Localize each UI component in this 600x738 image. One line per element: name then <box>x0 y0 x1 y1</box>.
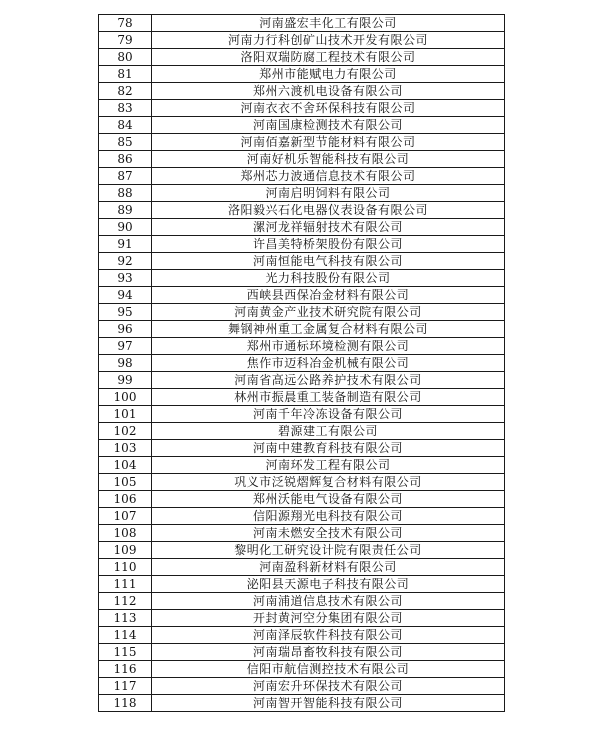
company-name-cell: 河南千年冷冻设备有限公司 <box>152 406 505 423</box>
company-name-cell: 林州市振晨重工装备制造有限公司 <box>152 389 505 406</box>
row-number-cell: 86 <box>99 151 152 168</box>
table-row <box>99 304 505 321</box>
row-number-cell: 85 <box>99 134 152 151</box>
table-row <box>99 117 505 134</box>
company-name-cell: 河南泽辰软件科技有限公司 <box>152 627 505 644</box>
row-number-cell: 100 <box>99 389 152 406</box>
row-number-cell: 101 <box>99 406 152 423</box>
table-row <box>99 610 505 627</box>
row-number-cell: 96 <box>99 321 152 338</box>
company-name-cell: 河南盈科新材料有限公司 <box>152 559 505 576</box>
company-name-cell: 西峡县西保冶金材料有限公司 <box>152 287 505 304</box>
company-name-cell: 河南中建教育科技有限公司 <box>152 440 505 457</box>
table-row <box>99 219 505 236</box>
row-number-cell: 116 <box>99 661 152 678</box>
table-row <box>99 525 505 542</box>
row-number-cell: 90 <box>99 219 152 236</box>
table-row <box>99 270 505 287</box>
company-name-cell: 河南瑞昂畜牧科技有限公司 <box>152 644 505 661</box>
company-list-body <box>99 15 505 712</box>
company-name-cell: 舞钢神州重工金属复合材料有限公司 <box>152 321 505 338</box>
company-name-cell: 泌阳县天源电子科技有限公司 <box>152 576 505 593</box>
company-name-cell: 漯河龙祥辐射技术有限公司 <box>152 219 505 236</box>
table-row <box>99 474 505 491</box>
company-name-cell: 河南国康检测技术有限公司 <box>152 117 505 134</box>
company-name-cell: 黎明化工研究设计院有限责任公司 <box>152 542 505 559</box>
company-name-cell: 郑州市通标环境检测有限公司 <box>152 338 505 355</box>
table-row <box>99 593 505 610</box>
table-row <box>99 355 505 372</box>
row-number-cell: 93 <box>99 270 152 287</box>
table-row <box>99 100 505 117</box>
row-number-cell: 103 <box>99 440 152 457</box>
company-name-cell: 巩义市泛锐熠辉复合材料有限公司 <box>152 474 505 491</box>
row-number-cell: 108 <box>99 525 152 542</box>
company-name-cell: 河南恒能电气科技有限公司 <box>152 253 505 270</box>
row-number-cell: 84 <box>99 117 152 134</box>
row-number-cell: 83 <box>99 100 152 117</box>
table-row <box>99 627 505 644</box>
company-name-cell: 河南好机乐智能科技有限公司 <box>152 151 505 168</box>
row-number-cell: 87 <box>99 168 152 185</box>
company-name-cell: 焦作市迈科冶金机械有限公司 <box>152 355 505 372</box>
table-row <box>99 49 505 66</box>
table-row <box>99 32 505 49</box>
table-row <box>99 151 505 168</box>
company-name-cell: 洛阳双瑞防腐工程技术有限公司 <box>152 49 505 66</box>
table-row <box>99 559 505 576</box>
row-number-cell: 106 <box>99 491 152 508</box>
row-number-cell: 94 <box>99 287 152 304</box>
row-number-cell: 79 <box>99 32 152 49</box>
row-number-cell: 99 <box>99 372 152 389</box>
company-name-cell: 河南智开智能科技有限公司 <box>152 695 505 712</box>
row-number-cell: 113 <box>99 610 152 627</box>
table-row <box>99 508 505 525</box>
table-row <box>99 185 505 202</box>
company-name-cell: 许昌美特桥架股份有限公司 <box>152 236 505 253</box>
company-name-cell: 河南省高远公路养护技术有限公司 <box>152 372 505 389</box>
company-list-table <box>98 14 505 712</box>
row-number-cell: 112 <box>99 593 152 610</box>
company-name-cell: 信阳市航信测控技术有限公司 <box>152 661 505 678</box>
company-name-cell: 洛阳毅兴石化电器仪表设备有限公司 <box>152 202 505 219</box>
row-number-cell: 82 <box>99 83 152 100</box>
company-name-cell: 郑州六渡机电设备有限公司 <box>152 83 505 100</box>
row-number-cell: 78 <box>99 15 152 32</box>
table-row <box>99 644 505 661</box>
row-number-cell: 102 <box>99 423 152 440</box>
company-name-cell: 河南未燃安全技术有限公司 <box>152 525 505 542</box>
table-row <box>99 287 505 304</box>
company-name-cell: 河南启明饲料有限公司 <box>152 185 505 202</box>
table-row <box>99 83 505 100</box>
row-number-cell: 110 <box>99 559 152 576</box>
company-name-cell: 郑州市能赋电力有限公司 <box>152 66 505 83</box>
table-row <box>99 661 505 678</box>
row-number-cell: 98 <box>99 355 152 372</box>
table-row <box>99 678 505 695</box>
table-row <box>99 15 505 32</box>
company-name-cell: 碧源建工有限公司 <box>152 423 505 440</box>
row-number-cell: 92 <box>99 253 152 270</box>
company-name-cell: 河南宏升环保技术有限公司 <box>152 678 505 695</box>
row-number-cell: 104 <box>99 457 152 474</box>
table-row <box>99 66 505 83</box>
table-row <box>99 695 505 712</box>
company-name-cell: 河南盛宏丰化工有限公司 <box>152 15 505 32</box>
row-number-cell: 115 <box>99 644 152 661</box>
table-row <box>99 440 505 457</box>
table-row <box>99 389 505 406</box>
row-number-cell: 114 <box>99 627 152 644</box>
row-number-cell: 91 <box>99 236 152 253</box>
company-name-cell: 河南衣衣不舍环保科技有限公司 <box>152 100 505 117</box>
table-row <box>99 423 505 440</box>
table-row <box>99 491 505 508</box>
company-name-cell: 河南黄金产业技术研究院有限公司 <box>152 304 505 321</box>
row-number-cell: 109 <box>99 542 152 559</box>
table-row <box>99 321 505 338</box>
table-row <box>99 168 505 185</box>
table-row <box>99 338 505 355</box>
company-name-cell: 郑州芯力波通信息技术有限公司 <box>152 168 505 185</box>
company-name-cell: 河南力行科创矿山技术开发有限公司 <box>152 32 505 49</box>
company-name-cell: 郑州沃能电气设备有限公司 <box>152 491 505 508</box>
company-name-cell: 河南环发工程有限公司 <box>152 457 505 474</box>
table-row <box>99 372 505 389</box>
table-row <box>99 202 505 219</box>
table-row <box>99 576 505 593</box>
row-number-cell: 80 <box>99 49 152 66</box>
table-row <box>99 457 505 474</box>
table-row <box>99 236 505 253</box>
row-number-cell: 95 <box>99 304 152 321</box>
row-number-cell: 88 <box>99 185 152 202</box>
company-name-cell: 河南佰嘉新型节能材料有限公司 <box>152 134 505 151</box>
row-number-cell: 97 <box>99 338 152 355</box>
row-number-cell: 117 <box>99 678 152 695</box>
table-row <box>99 253 505 270</box>
company-name-cell: 光力科技股份有限公司 <box>152 270 505 287</box>
company-name-cell: 信阳源翔光电科技有限公司 <box>152 508 505 525</box>
row-number-cell: 111 <box>99 576 152 593</box>
row-number-cell: 118 <box>99 695 152 712</box>
company-name-cell: 开封黄河空分集团有限公司 <box>152 610 505 627</box>
table-row <box>99 134 505 151</box>
table-row <box>99 406 505 423</box>
row-number-cell: 81 <box>99 66 152 83</box>
row-number-cell: 107 <box>99 508 152 525</box>
company-name-cell: 河南浦道信息技术有限公司 <box>152 593 505 610</box>
table-row <box>99 542 505 559</box>
row-number-cell: 89 <box>99 202 152 219</box>
row-number-cell: 105 <box>99 474 152 491</box>
